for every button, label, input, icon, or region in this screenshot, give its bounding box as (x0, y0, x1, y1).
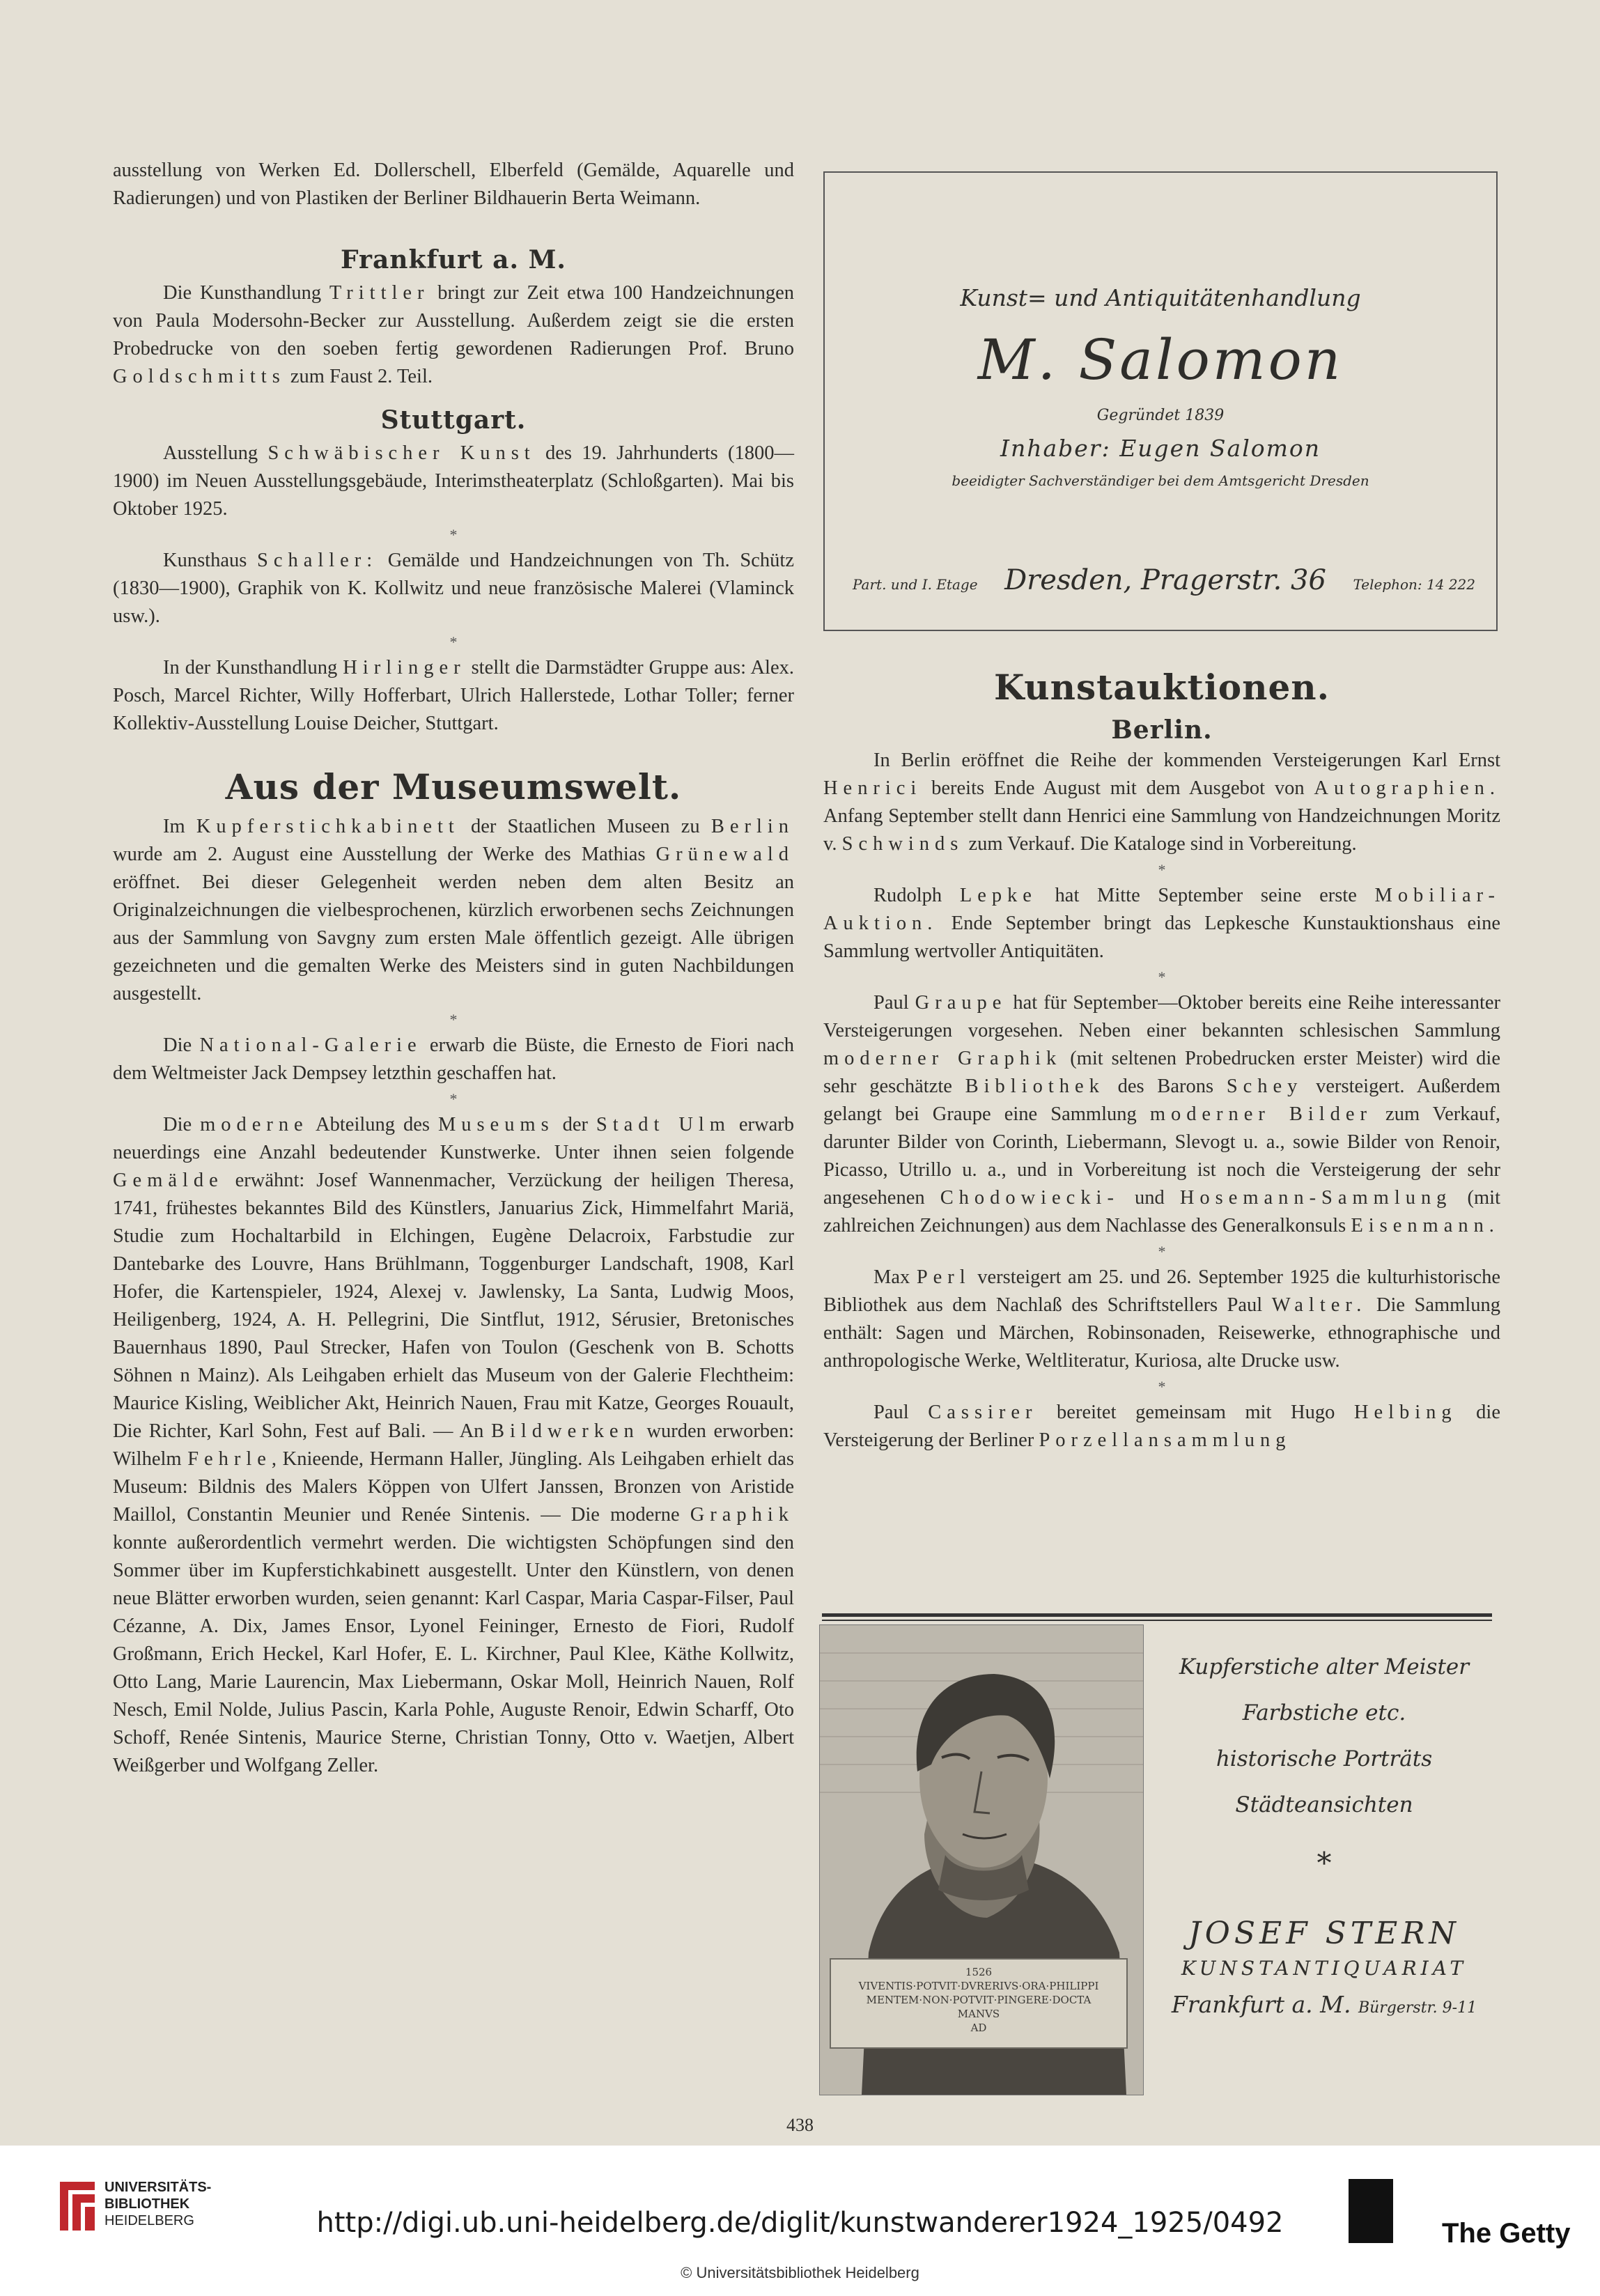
museum-paragraph-3: Die moderne Abteilung des Museums der Stadt Ulm erwarb neuerdings eine Anzahl bedeutender Kunstwerke. Unter ihnen seien folgende Gemälde erwähnt: Josef Wannenmacher, Verzückung der heiligen Theresa, 1741, frühestes bekanntes Bild des Künstlers, Januarius Zick, Himmelfahrt Mariä, Studie zum Hochaltarbild in Elchingen, Eugène Delacroix, Farbstudie zur Dantebarke des Louvre, Hans Brühlmann, Toggenburger Landschaft, 1908, Karl Hofer, die Kartenspieler, 1924, Alexej v. Jawlensky, La Santa, Ludwig Moos, Heiligenberg, 1924, A. H. Pellegrini, Die Sintflut, 1912, Sérusier, Bretonisches Bauernhaus 1890, Paul Strecker, Hafen von Toulon (Geschenk von B. Schotts Söhnen n Mainz). Als Leihgaben erhielt das Museum von der Galerie Flechtheim: Maurice Kisling, Weiblicher Akt, Heinrich Nauen, Frau mit Katze, Georges Rouault, Die Richter, Karl Sohn, Fest auf Bali. — An Bildwerken wurden erworben: Wilhelm Fehrle, Knieende, Hermann Haller, Jüngling. Als Leihgaben erhielt das Museum: Bildnis des Malers Köppen von Ulfert Janssen, Bronzen von Aristide Maillol, Constantin Meunier und Renée Sintenis. — Die moderne Graphik konnte außerordentlich vermehrt werden. Die wichtigsten Schöpfungen sind den Sommer über im Kupferstichkabinett ausgestellt. Unter den Künstlern, von denen neue Blätter erworben wurden, seien genannt: Karl Caspar, Maria Caspar-Filser, Paul Cézanne, A. Dix, James Ensor, Lyonel Feininger, Ernesto de Fiori, Rudolf Großmann, Erich Heckel, Karl Hofer, E. L. Kirchner, Paul Klee, Käthe Kollwitz, Otto Lang, Marie Laurencin, Max Liebermann, Oskar Moll, Heinrich Nauen, Rolf Nesch, Emil Nolde, Julius Pascin, Karla Pohle, Auguste Renoir, Edwin Scharff, Oto Schoff, Renée Sintenis, Maurice Sterne, Christian Tonny, Otto v. Waetjen, Albert Weißgerber und Wolfgang Zeller. (113, 1114, 795, 1776)
intro-paragraph: ausstellung von Werken Ed. Dollerschell, Elberfeld (Gemälde, Aquarelle und Radierungen) und von Plastiken der Berliner Bildhauerin Berta Weimann. (113, 160, 794, 209)
separator-star: * (449, 526, 458, 543)
advertisement-salomon (823, 171, 1498, 631)
durer-monogram: AD (970, 2022, 987, 2034)
separator-star: * (1158, 968, 1166, 986)
digitization-footer (0, 2146, 1600, 2296)
separator-star: * (1158, 1243, 1166, 1260)
auction-paragraph-2: Rudolph Lepke hat Mitte September seine erste Mobiliar-Auktion. Ende September bringt das Lepkesche Kunstauktionshaus eine Sammlung wertvoller Antiquitäten. (823, 885, 1500, 962)
heading-museumswelt: Aus der Museumswelt. (225, 766, 682, 807)
ad-salomon-trade: Kunst= und Antiquitätenhandlung (960, 284, 1361, 311)
auction-paragraph-1: In Berlin eröffnet die Reihe der kommenden Versteigerungen Karl Ernst Henrici bereits Ende August mit dem Ausgebot von Autographien. Anfang September stellt dann Henrici eine Sammlung von Handzeichnungen Moritz v. Schwinds zum Verkauf. Die Kataloge sind in Vorbereitung. (823, 750, 1500, 855)
ad-stern-address: Frankfurt a. M. Bürgerstr. 9-11 (1171, 1991, 1477, 2018)
page-number: 438 (786, 2115, 814, 2135)
plaque-line: MANVS (957, 2008, 1000, 2020)
library-name: UNIVERSITÄTS- BIBLIOTHEK HEIDELBERG (104, 2180, 212, 2228)
ad-salomon-owner: Inhaber: Eugen Salomon (1000, 435, 1321, 462)
ad-stern-top-rule-thin (822, 1620, 1492, 1621)
getty-logo-icon (1349, 2179, 1393, 2243)
ad-stern-name: JOSEF STERN (1188, 1916, 1460, 1951)
ad-stern-line: Farbstiche etc. (1242, 1700, 1406, 1725)
auction-paragraph-4: Max Perl versteigert am 25. und 26. September 1925 die kulturhistorische Bibliothek aus dem Nachlaß des Schriftstellers Paul Walter. Die Sammlung enthält: Sagen und Märchen, Robinsonaden, Reisewerke, ethnographische und anthropologische Werke, Weltliteratur, Kuriosa, alte Drucke usw. (823, 1266, 1501, 1372)
auction-paragraph-3: Paul Graupe hat für September—Oktober bereits eine Reihe interessanter Versteigerungen vorgesehen. Neben einer bekannten schlesischen Sammlung moderner Graphik (mit seltenen Probedrucken erster Meister) wird die sehr geschätzte Bibliothek des Barons Schey versteigert. Außerdem gelangt bei Graupe eine Sammlung moderner Bilder zum Verkauf, darunter Bilder von Corinth, Liebermann, Slevogt u. a., sowie Bilder von Renoir, Picasso, Utrillo u. a., und in Vorbereitung ist noch die Versteigerung der sehr angesehenen Chodowiecki- und Hosemann-Sammlung (mit zahlreichen Zeichnungen) aus dem Nachlasse des Generalkonsuls Eisenmann. (823, 992, 1501, 1236)
ad-stern-top-rule (822, 1613, 1492, 1617)
ad-stern-trade: KUNSTANTIQUARIAT (1181, 1957, 1468, 1980)
portrait-inscription-plaque (830, 1958, 1128, 2049)
ad-salomon-name: M. Salomon (977, 327, 1344, 392)
museum-paragraph-1: Im Kupferstichkabinett der Staatlichen Museen zu Berlin wurde am 2. August eine Ausstellung der Werke des Mathias Grünewald eröffnet. Bei dieser Gelegenheit werden neben dem alten Besitz an Originalzeichnungen die vielbesprochenen, kürzlich erworbenen sechs Zeichnungen aus der Sammlung von Savgny zum ersten Male öffentlich gezeigt. Alle übrigen gezeichneten und die gemalten Werke des Meisters sind in guten Nachbildungen ausgestellt. (113, 816, 794, 1004)
auction-paragraph-5: Paul Cassirer bereitet gemeinsam mit Hugo Helbing die Versteigerung der Berliner Porzellansammlung (823, 1402, 1500, 1451)
ad-salomon-address: Dresden, Pragerstr. 36 (1004, 564, 1326, 596)
plaque-line: MENTEM·NON·POTVIT·PINGERE·DOCTA (866, 1994, 1092, 2006)
separator-star: * (449, 1011, 458, 1028)
portrait-engraving (819, 1624, 1144, 2095)
museum-paragraph-2: Die National-Galerie erwarb die Büste, die Ernesto de Fiori nach dem Weltmeister Jack Dempsey letzthin geschaffen hat. (113, 1034, 794, 1084)
ad-salomon-floor: Part. und I. Etage (853, 576, 978, 593)
right-column (823, 662, 1500, 1455)
separator-star: * (449, 1090, 458, 1108)
separator-star: * (449, 633, 458, 651)
frankfurt-paragraph: Die Kunsthandlung Trittler bringt zur Zeit etwa 100 Handzeichnungen von Paula Modersohn-Becker zur Ausstellung. Außerdem zeigt sie die ersten Probedrucke von den soeben fertig gewordenen Radierungen Prof. Bruno Goldschmitts zum Faust 2. Teil. (113, 282, 794, 387)
ad-stern-line: Kupferstiche alter Meister (1179, 1654, 1470, 1680)
getty-name: The Getty (1442, 2218, 1571, 2249)
heading-stuttgart: Stuttgart. (380, 405, 527, 435)
stuttgart-paragraph-1: Ausstellung Schwäbischer Kunst des 19. Jahrhunderts (1800—1900) im Neuen Ausstellungsgebäude, Interimstheaterplatz (Schloßgarten). Mai bis Oktober 1925. (113, 442, 794, 520)
stuttgart-paragraph-3: In der Kunsthandlung Hirlinger stellt die Darmstädter Gruppe aus: Alex. Posch, Marcel Richter, Willy Hofferbart, Ulrich Hallerstede, Lothar Toller; ferner Kollektiv-Ausstellung Louise Deicher, Stuttgart. (113, 657, 794, 734)
ad-stern-line: Städteansichten (1235, 1792, 1413, 1817)
stuttgart-paragraph-2: Kunsthaus Schaller: Gemälde und Handzeichnungen von Th. Schütz (1830—1900), Graphik von K. Kollwitz und neue französische Malerei (Vlaminck usw.). (113, 550, 795, 627)
ad-salomon-phone: Telephon: 14 222 (1353, 576, 1475, 593)
ad-salomon-credential: beeidigter Sachverständiger bei dem Amtsgericht Dresden (952, 472, 1369, 489)
ad-salomon-address-line (853, 564, 1475, 596)
heading-frankfurt: Frankfurt a. M. (341, 245, 566, 274)
left-column (113, 157, 794, 1780)
ad-salomon-founded: Gegründet 1839 (1096, 407, 1225, 424)
ad-stern-text (1154, 1624, 1495, 2018)
heading-berlin: Berlin. (1111, 715, 1213, 745)
heading-kunstauktionen: Kunstauktionen. (993, 667, 1330, 708)
plaque-year: 1526 (965, 1966, 993, 1978)
ad-stern-asterisk: * (1316, 1846, 1332, 1880)
separator-star: * (1158, 1378, 1166, 1395)
permalink-url[interactable]: http://digi.ub.uni-heidelberg.de/diglit/kunstwanderer1924_1925/0492 (316, 2207, 1284, 2239)
plaque-line: VIVENTIS·POTVIT·DVRERIVS·ORA·PHILIPPI (858, 1980, 1099, 1992)
ad-stern-line: historische Porträts (1215, 1746, 1433, 1771)
separator-star: * (1158, 861, 1166, 878)
advertisement-stern (819, 1624, 1495, 2105)
copyright-notice: © Universitätsbibliothek Heidelberg (681, 2264, 919, 2281)
